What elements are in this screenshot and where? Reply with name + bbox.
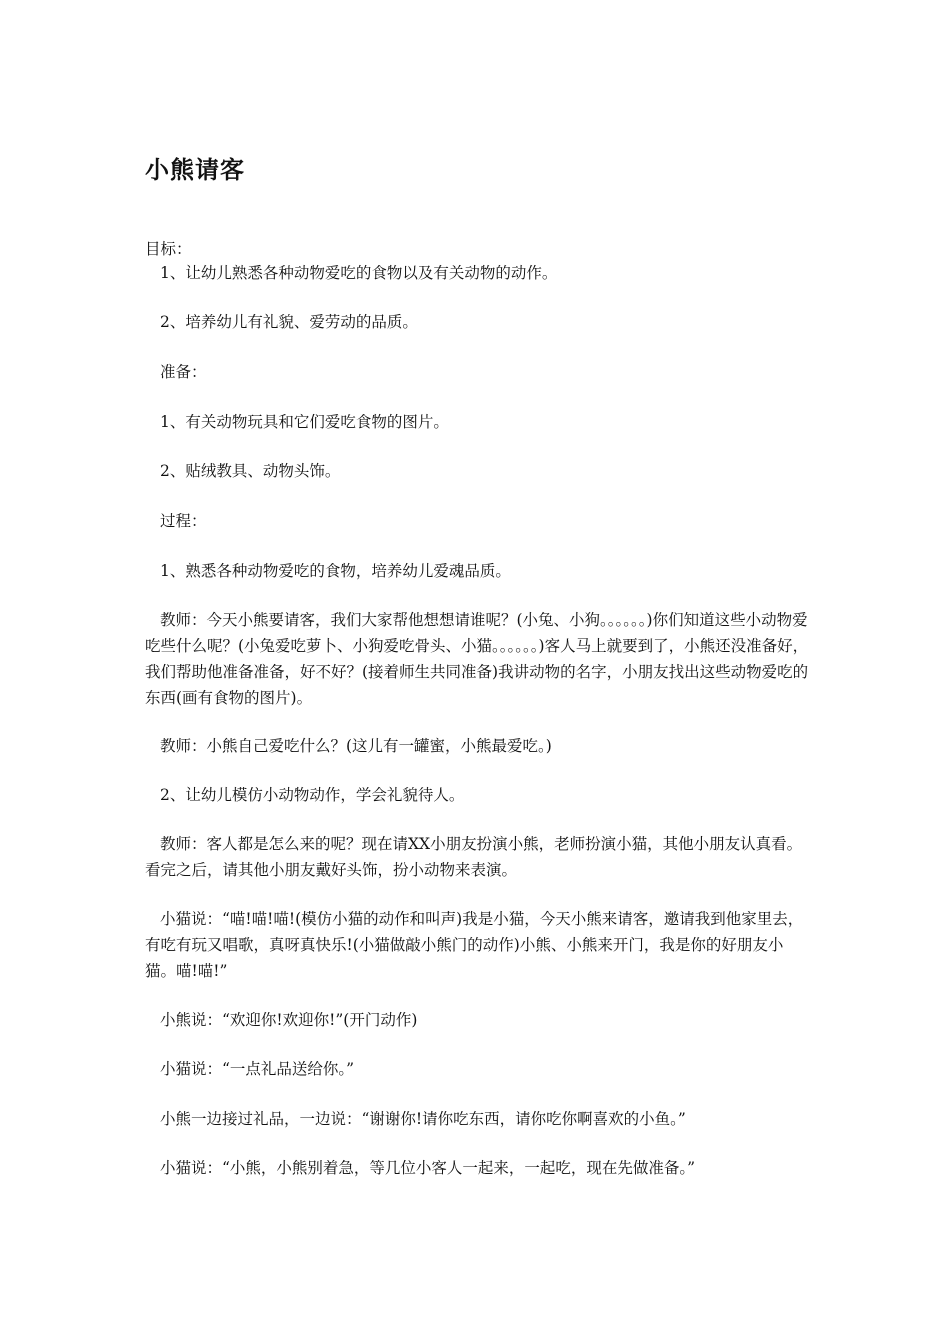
goal-item-2: 2、培养幼儿有礼貌、爱劳动的品质。 [160, 313, 418, 331]
paragraph-teacher-2: 教师：小熊自己爱吃什么？(这儿有一罐蜜，小熊最爱吃。) [160, 737, 552, 755]
paragraph-bear-1: 小熊说：“欢迎你!欢迎你!”(开门动作) [160, 1011, 418, 1029]
paragraph-cat-1: 小猫说：“喵!喵!喵!(模仿小猫的动作和叫声)我是小猫，今天小熊来请客，邀请我到他家里去，有吃有玩又唱歌，真呀真快乐!(小猫做敲小熊门的动作)小熊、小熊来开门，我是你的好朋友小猫。喵!喵!” [145, 910, 804, 980]
paragraph-teacher-3: 教师：客人都是怎么来的呢？现在请XX小朋友扮演小熊，老师扮演小猫，其他小朋友认真看。看完之后，请其他小朋友戴好头饰，扮小动物来表演。 [145, 835, 803, 879]
document-title: 小熊请客 [145, 156, 245, 184]
goal-item-1: 1、让幼儿熟悉各种动物爱吃的食物以及有关动物的动作。 [160, 264, 558, 282]
preparation-item-2: 2、贴绒教具、动物头饰。 [160, 462, 341, 480]
paragraph-cat-2: 小猫说：“一点礼品送给你。” [160, 1060, 355, 1078]
process-step-2: 2、让幼儿模仿小动物动作，学会礼貌待人。 [160, 786, 465, 804]
section-heading-process: 过程： [160, 512, 207, 530]
paragraph-bear-2: 小熊一边接过礼品，一边说：“谢谢你!请你吃东西，请你吃你啊喜欢的小鱼。” [160, 1110, 686, 1128]
process-step-1: 1、熟悉各种动物爱吃的食物，培养幼儿爱魂品质。 [160, 562, 511, 580]
section-heading-goals: 目标： [145, 240, 192, 258]
paragraph-cat-3: 小猫说：“小熊，小熊别着急，等几位小客人一起来，一起吃，现在先做准备。” [160, 1159, 696, 1177]
paragraph-teacher-1: 教师：今天小熊要请客，我们大家帮他想想请谁呢？(小兔、小狗。。。。。。)你们知道这些小动物爱吃些什么呢？(小兔爱吃萝卜、小狗爱吃骨头、小猫。。。。。。)客人马上就要到了，小熊还没准备好，我们帮助他准备准备，好不好？(接着师生共同准备)我讲动物的名字，小朋友找出这些动物爱吃的东西(画有食物的图片)。 [145, 611, 809, 707]
preparation-item-1: 1、有关动物玩具和它们爱吃食物的图片。 [160, 413, 449, 431]
section-heading-preparation: 准备： [160, 363, 207, 381]
